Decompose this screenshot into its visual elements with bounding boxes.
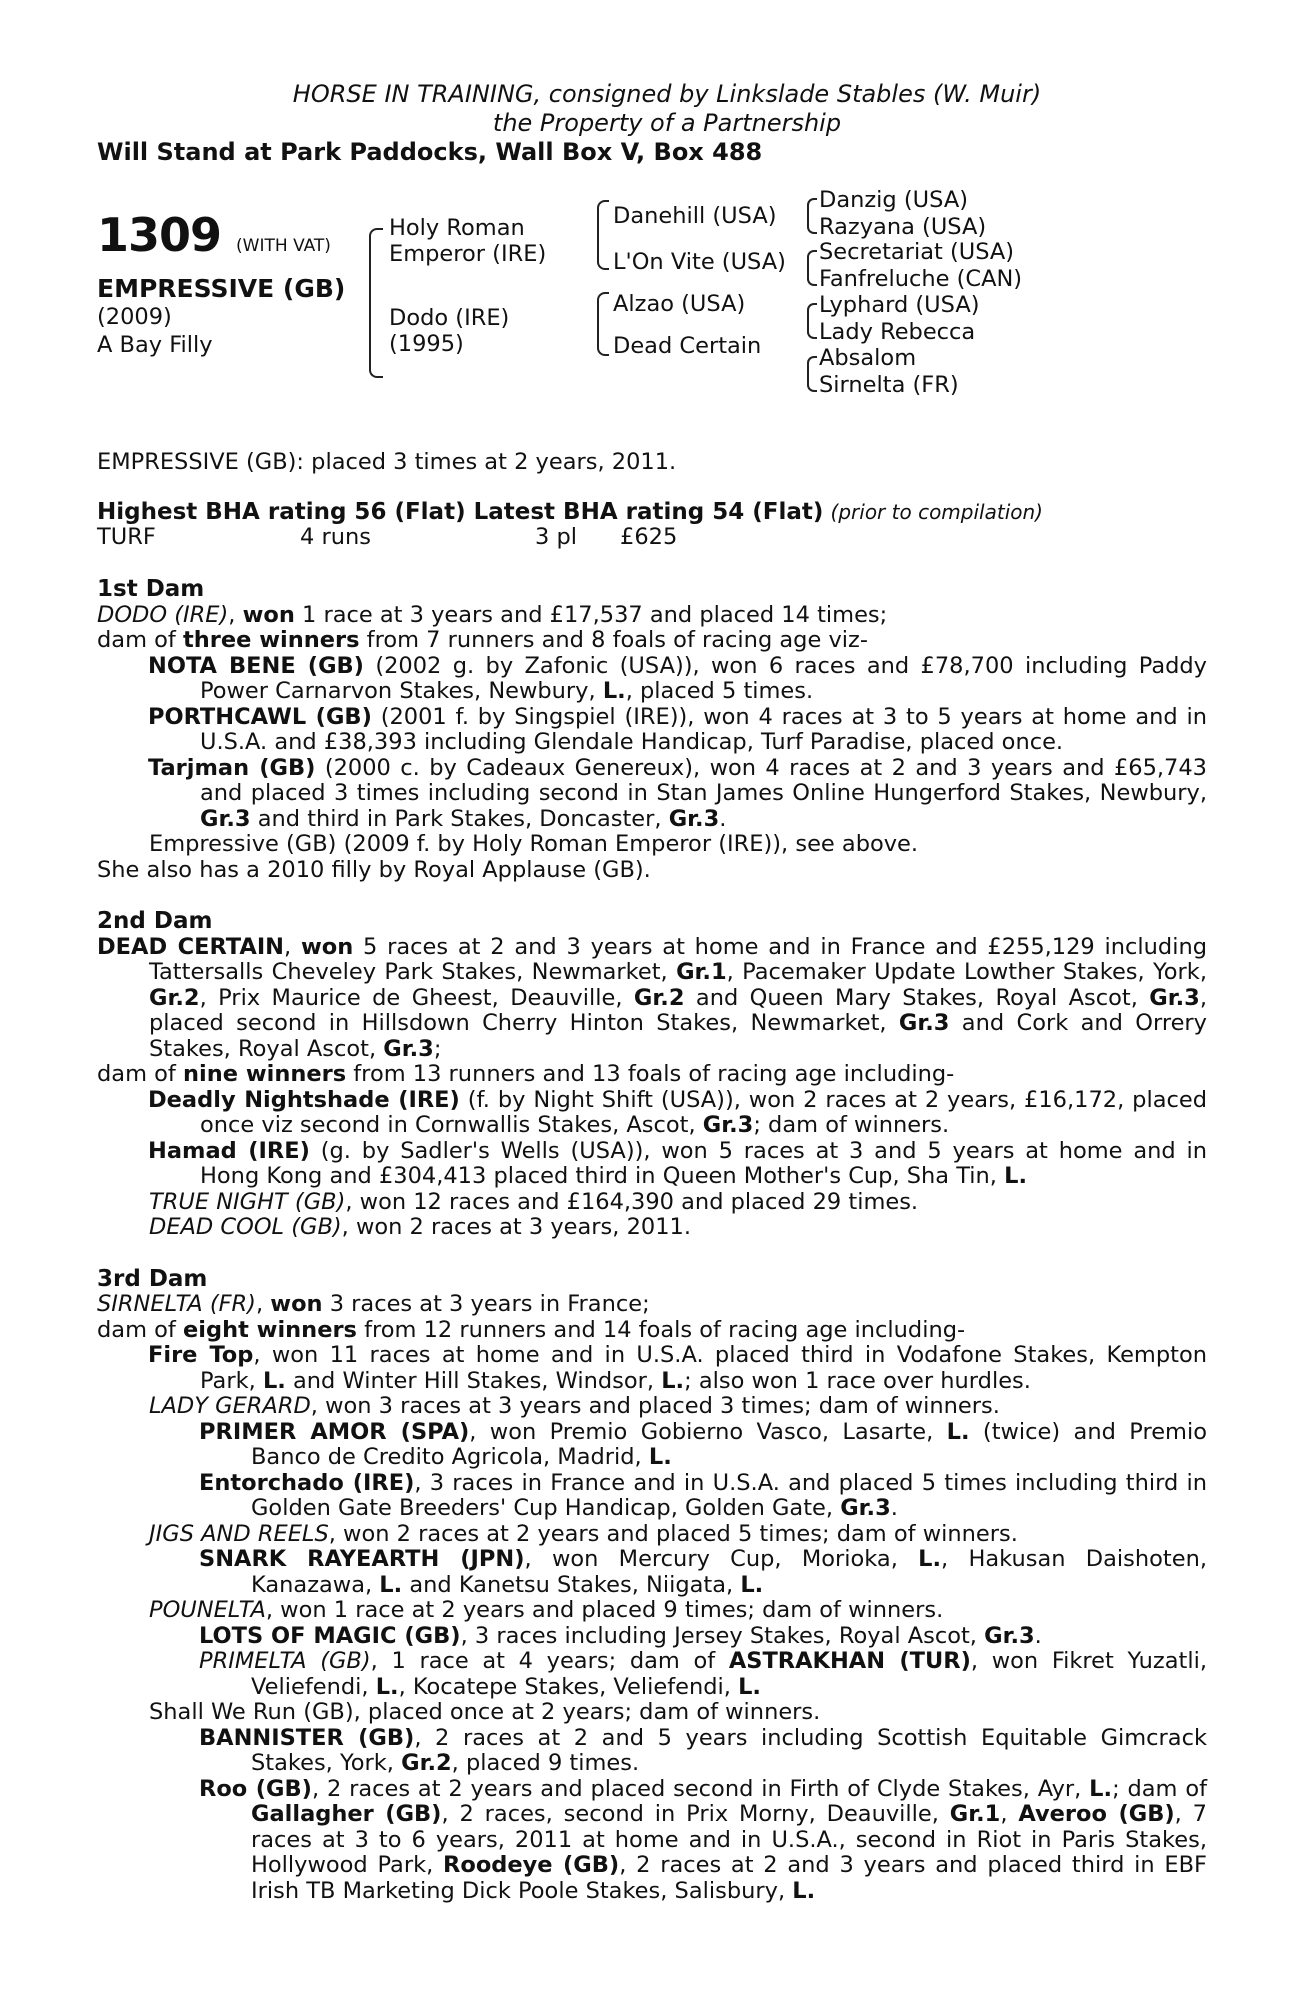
gen3-brace-3: [807, 303, 817, 339]
dam-name: Dodo (IRE): [389, 305, 510, 331]
gen3-brace-2: [807, 250, 817, 286]
second-dam-section: [97, 909, 1207, 1241]
property-line: the Property of a Partnership: [492, 109, 842, 137]
dam-brace: [597, 292, 609, 356]
pedigree-brace-main: [369, 228, 383, 378]
third-dam-record: SIRNELTA (FR), won 3 races at 3 years in France;: [97, 1291, 650, 1317]
third-dam-title: 3rd Dam: [97, 1265, 208, 1292]
sire-sire: Danehill (USA): [613, 203, 777, 229]
second-dam-title: 2nd Dam: [97, 908, 213, 934]
gen3-6: Lady Rebecca: [819, 319, 976, 345]
produce-empressive: Empressive (GB) (2009 f. by Holy Roman Emperor (IRE)), see above.: [149, 831, 919, 857]
produce-porthcawl: PORTHCAWL (GB) (2001 f. by Singspiel (IRE)), won 4 races at 3 to 5 years at home and in U.S.A. and £38,393 including Glendale Handicap, Turf Paradise, placed once.: [148, 703, 1207, 755]
turf-placed: 3 pl: [535, 524, 578, 550]
rating-text: Highest BHA rating 56 (Flat) Latest BHA rating 54 (Flat): [97, 498, 824, 525]
consignor-line: HORSE IN TRAINING, consigned by Linkslade Stables (W. Muir): [292, 80, 1042, 108]
produce-lots-of-magic: LOTS OF MAGIC (GB), 3 races including Jersey Stakes, Royal Ascot, Gr.3.: [199, 1622, 1042, 1649]
dam-year: (1995): [389, 331, 464, 357]
first-dam-section: [97, 577, 1207, 883]
horse-description: A Bay Filly: [97, 332, 213, 358]
produce-true-night: TRUE NIGHT (GB), won 12 races and £164,390 and placed 29 times.: [149, 1188, 919, 1215]
produce-snark-rayearth: SNARK RAYEARTH (JPN), won Mercury Cup, Morioka, L., Hakusan Daishoten, Kanazawa, L. and Kanetsu Stakes, Niigata, L.: [199, 1546, 1207, 1598]
vat-label: (WITH VAT): [236, 236, 331, 256]
gen3-8: Sirnelta (FR): [819, 372, 959, 398]
third-dam-produce: dam of eight winners from 12 runners and 14 foals of racing age including-: [97, 1316, 966, 1343]
gen3-7: Absalom: [819, 345, 917, 371]
produce-deadly-nightshade: Deadly Nightshade (IRE) (f. by Night Shift (USA)), won 2 races at 2 years, £16,172, placed once viz second in Cornwallis Stakes, Ascot, Gr.3; dam of winners.: [148, 1086, 1207, 1138]
performance-summary: EMPRESSIVE (GB): placed 3 times at 2 years, 2011.: [97, 449, 677, 475]
stand-line: Will Stand at Park Paddocks, Wall Box V, Box 488: [97, 138, 763, 166]
gen3-2: Razyana (USA): [819, 214, 987, 240]
gen3-brace-1: [807, 198, 817, 234]
gen3-3: Secretariat (USA): [819, 239, 1015, 265]
produce-tarjman: Tarjman (GB) (2000 c. by Cadeaux Genereux), won 4 races at 2 and 3 years and £65,743 and placed 3 times including second in Stan James Online Hungerford Stakes, Newbury, Gr.3 and third in Park Stakes, Doncaster, Gr.3.: [148, 754, 1208, 832]
dam-dam: Dead Certain: [613, 333, 762, 359]
rating-line: [97, 500, 1207, 526]
produce-jigs-and-reels: JIGS AND REELS, won 2 races at 2 years and placed 5 times; dam of winners.: [149, 1520, 1018, 1547]
gen3-1: Danzig (USA): [819, 187, 968, 213]
produce-hamad: Hamad (IRE) (g. by Sadler's Wells (USA)), won 5 races at 3 and 5 years at home and in Hong Kong and £304,413 placed third in Queen Mother's Cup, Sha Tin, L.: [148, 1137, 1207, 1189]
first-dam-record: DODO (IRE), won 1 race at 3 years and £17,537 and placed 14 times;: [97, 601, 888, 628]
gen3-5: Lyphard (USA): [819, 292, 980, 318]
first-dam-produce: dam of three winners from 7 runners and 8 foals of racing age viz-: [97, 627, 868, 653]
catalogue-page: [97, 80, 1207, 1904]
produce-bannister: BANNISTER (GB), 2 races at 2 and 5 years including Scottish Equitable Gimcrack Stakes, York, Gr.2, placed 9 times.: [199, 1724, 1207, 1776]
sire-name: Holy Roman: [389, 215, 525, 241]
gen3-brace-4: [807, 356, 817, 392]
turf-prize: £625: [620, 524, 678, 550]
second-dam-record: DEAD CERTAIN, won 5 races at 2 and 3 years at home and in France and £255,129 including Tattersalls Cheveley Park Stakes, Newmarket, Gr.1, Pacemaker Update Lowther Stakes, York, Gr.2, Prix Maurice de Gheest, Deauville, Gr.2 and Queen Mary Stakes, Royal Ascot, Gr.3, placed second in Hillsdown Cherry Hinton Stakes, Newmarket, Gr.3 and Cork and Orrery Stakes, Royal Ascot, Gr.3;: [97, 933, 1207, 1062]
produce-lady-gerard: LADY GERARD, won 3 races at 3 years and placed 3 times; dam of winners.: [149, 1393, 1000, 1419]
sire-name-2: Emperor (IRE): [389, 241, 547, 267]
produce-entorchado: Entorchado (IRE), 3 races in France and in U.S.A. and placed 5 times including third in Golden Gate Breeders' Cup Handicap, Golden Gate, Gr.3.: [199, 1469, 1207, 1521]
first-dam-title: 1st Dam: [97, 576, 205, 602]
produce-fire-top: Fire Top, won 11 races at home and in U.S.A. placed third in Vodafone Stakes, Kempton Park, L. and Winter Hill Stakes, Windsor, L.; also won 1 race over hurdles.: [148, 1342, 1207, 1394]
produce-note: She also has a 2010 filly by Royal Applause (GB).: [97, 856, 651, 883]
horse-name: EMPRESSIVE (GB): [97, 274, 346, 303]
sire-brace: [597, 200, 609, 270]
second-dam-produce: dam of nine winners from 13 runners and 13 foals of racing age including-: [97, 1061, 955, 1087]
turf-surface: TURF: [97, 524, 156, 550]
gen3-4: Fanfreluche (CAN): [819, 266, 1023, 292]
pedigree-block: [97, 188, 1207, 438]
produce-roo: Roo (GB), 2 races at 2 years and placed second in Firth of Clyde Stakes, Ayr, L.; dam of Gallagher (GB), 2 races, second in Prix Morny, Deauville, Gr.1, Averoo (GB), 7 races at 3 to 6 years, 2011 at home and in U.S.A., second in Riot in Paris Stakes, Hollywood Park, Roodeye (GB), 2 races at 2 and 3 years and placed third in EBF Irish TB Marketing Dick Poole Stakes, Salisbury, L.: [199, 1775, 1208, 1904]
rating-note: (prior to compilation): [830, 499, 1043, 524]
foaling-year: (2009): [97, 304, 172, 330]
produce-dead-cool: DEAD COOL (GB), won 2 races at 3 years, 2011.: [149, 1214, 691, 1240]
produce-shall-we-run: Shall We Run (GB), placed once at 2 years; dam of winners.: [149, 1699, 821, 1725]
dam-sire: Alzao (USA): [613, 291, 746, 317]
produce-nota-bene: NOTA BENE (GB) (2002 g. by Zafonic (USA)), won 6 races and £78,700 including Paddy Power Carnarvon Stakes, Newbury, L., placed 5 times.: [148, 652, 1207, 704]
third-dam-section: [97, 1267, 1207, 1905]
produce-pounelta: POUNELTA, won 1 race at 2 years and placed 9 times; dam of winners.: [149, 1597, 944, 1623]
turf-record: [97, 525, 1207, 551]
produce-primer-amor: PRIMER AMOR (SPA), won Premio Gobierno Vasco, Lasarte, L. (twice) and Premio Banco de Credito Agricola, Madrid, L.: [199, 1418, 1207, 1470]
lot-number: 1309 (WITH VAT): [97, 208, 331, 262]
turf-runs: 4 runs: [300, 524, 371, 550]
produce-primelta: PRIMELTA (GB), 1 race at 4 years; dam of ASTRAKHAN (TUR), won Fikret Yuzatli, Veliefendi, L., Kocatepe Stakes, Veliefendi, L.: [199, 1648, 1207, 1700]
sire-dam: L'On Vite (USA): [613, 249, 786, 275]
